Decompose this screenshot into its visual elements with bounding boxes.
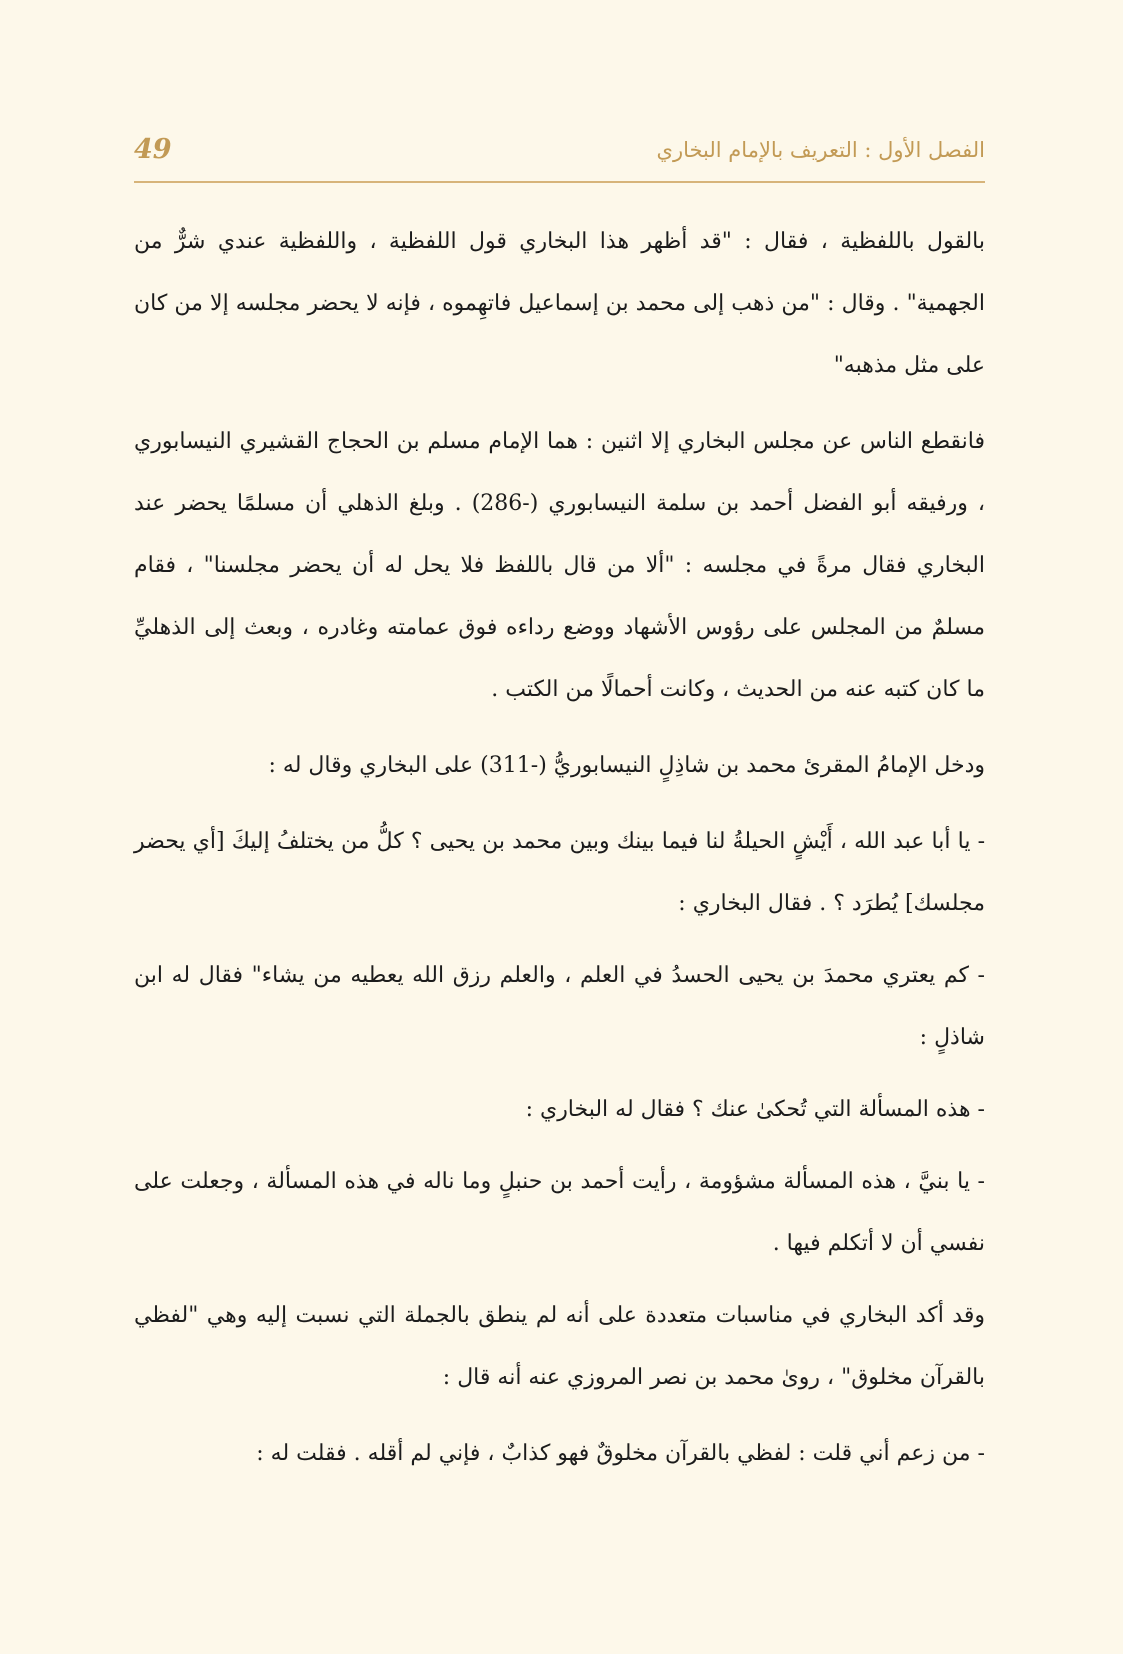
paragraph-2: فانقطع الناس عن مجلس البخاري إلا اثنين : هما الإمام مسلم بن الحجاج القشيري النيسابوري ، ورفيقه أبو الفضل أحمد بن سلمة النيسابوري (-286) . وبلغ الذهلي أن مسلمًا يحضر عند البخاري فقال مرةً في مجلسه : "ألا من قال باللفظ فلا يحل له أن يحضر مجلسنا" ، فقام مسلمٌ من المجلس على رؤوس الأشهاد ووضع رداءه فوق عمامته وغادره ، وبعث إلى الذهليِّ ما كان كتبه عنه من الحديث ، وكانت أحمالًا من الكتب . — [134, 429, 985, 702]
dialogue-line-1: - يا أبا عبد الله ، أَيْشٍ الحيلةُ لنا فيما بينك وبين محمد بن يحيى ؟ كلُّ من يختلفُ إليكَ [أي يحضر مجلسك] يُطرَد ؟ . فقال البخاري : — [134, 829, 985, 916]
dialogue-line-2: - كم يعتري محمدَ بن يحيى الحسدُ في العلم ، والعلم رزق الله يعطيه من يشاء" فقال له ابن شاذلٍ : — [134, 963, 985, 1050]
paragraph-3: ودخل الإمامُ المقرئ محمد بن شاذِلٍ النيسابوريُّ (-311) على البخاري وقال له : — [268, 753, 985, 778]
paragraph-4: وقد أكد البخاري في مناسبات متعددة على أنه لم ينطق بالجملة التي نسبت إليه وهي "لفظي بالقرآن مخلوق" ، روىٰ محمد بن نصر المروزي عنه أنه قال : — [134, 1303, 985, 1390]
body-text — [134, 211, 985, 1495]
dialogue-line-5: - من زعم أني قلت : لفظي بالقرآن مخلوقٌ فهو كذابٌ ، فإني لم أقله . فقلت له : — [256, 1441, 985, 1466]
header-divider — [134, 181, 985, 183]
chapter-title: الفصل الأول : التعريف بالإمام البخاري — [656, 138, 985, 162]
running-header — [134, 128, 985, 182]
dialogue-line-3: - هذه المسألة التي تُحكىٰ عنك ؟ فقال له البخاري : — [525, 1097, 985, 1122]
page-number: 49 — [134, 134, 172, 165]
dialogue-line-4: - يا بنيَّ ، هذه المسألة مشؤومة ، رأيت أحمد بن حنبلٍ وما ناله في هذه المسألة ، وجعلت على نفسي أن لا أتكلم فيها . — [134, 1169, 985, 1256]
paragraph-1: بالقول باللفظية ، فقال : "قد أظهر هذا البخاري قول اللفظية ، واللفظية عندي شرٌّ من الجهمية" . وقال : "من ذهب إلى محمد بن إسماعيل فاتهِموه ، فإنه لا يحضر مجلسه إلا من كان على مثل مذهبه" — [134, 229, 985, 378]
